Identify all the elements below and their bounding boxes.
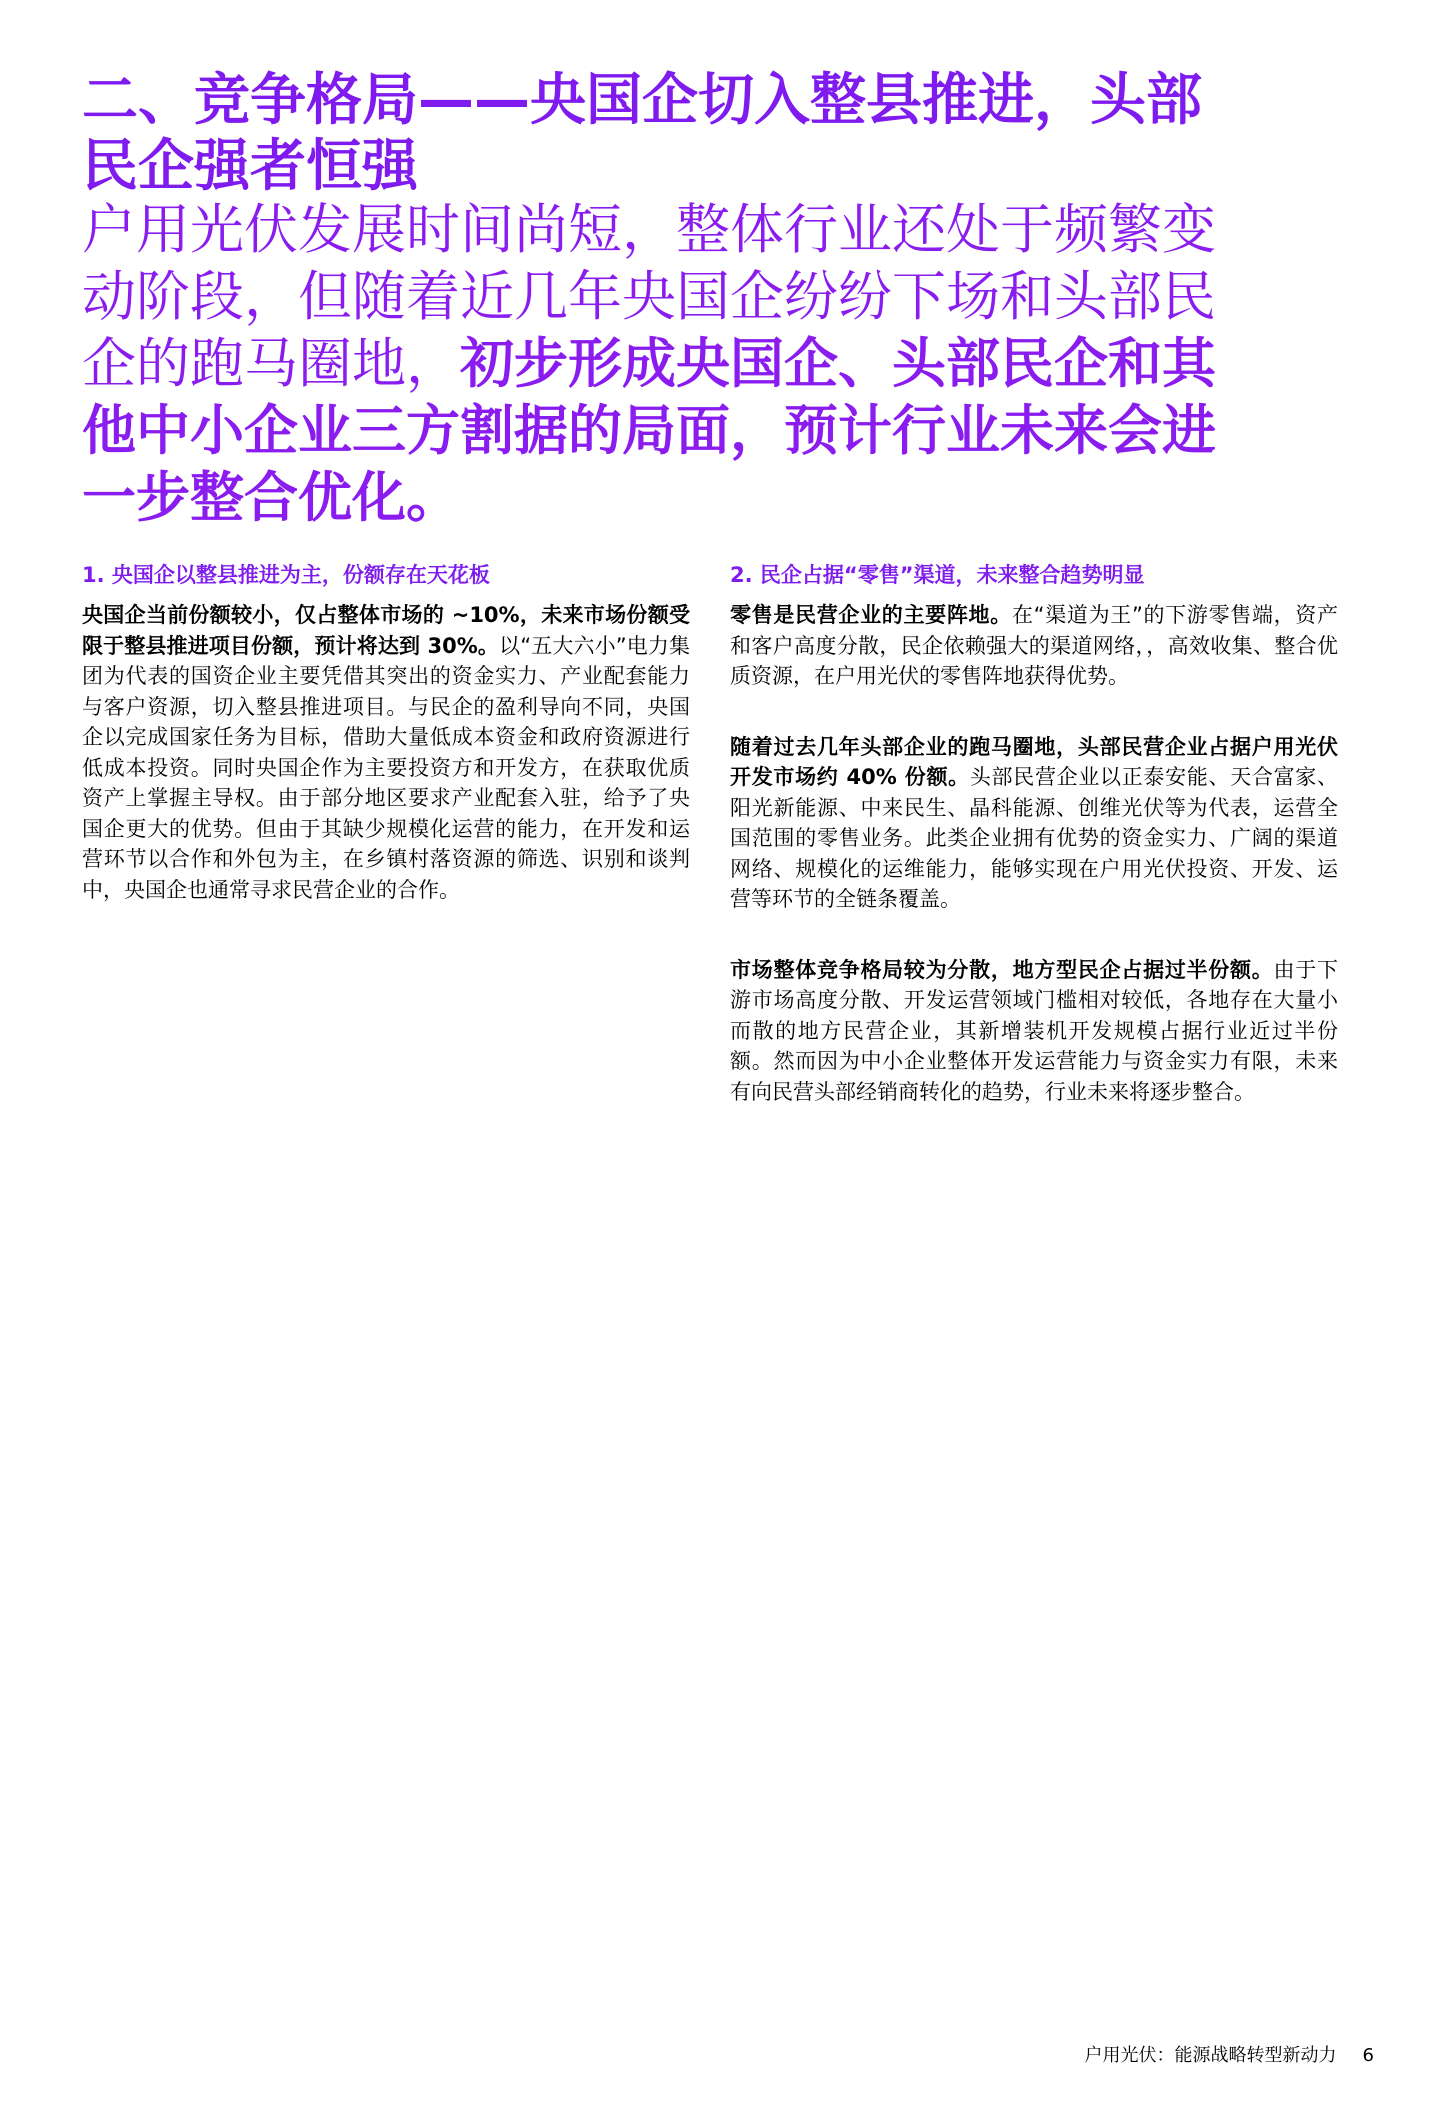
section-2-p3-body-text: 由于下游市场高度分散、开发运营领域门槛相对较低，各地存在大量小而散的地方民营企业，其新增装机开发规模占据行业近过半份额。然而因为中小企业整体开发运营能力与资金实力有限，未来有向民营头部经销商转化的趋势，行业未来将逐步整合。 bbox=[730, 957, 1339, 1104]
section-2-heading: 2. 民企占据“零售”渠道，未来整合趋势明显 bbox=[730, 563, 1145, 587]
right-column bbox=[730, 560, 1338, 1147]
section-1-paragraph bbox=[82, 600, 690, 905]
page-footer bbox=[1085, 2044, 1374, 2068]
lead-bold-text: 初步形成央国企、头部民企和其他中小企业三方割据的局面，预计行业未来会进一步整合优化。 bbox=[82, 332, 1216, 529]
section-2-paragraph-1 bbox=[730, 600, 1338, 692]
section-1-body-text: 以“五大六小”电力集团为代表的国资企业主要凭借其突出的资金实力、产业配套能力与客户资源，切入整县推进项目。与民企的盈利导向不同，央国企以完成国家任务为目标，借助大量低成本资金和政府资源进行低成本投资。同时央国企作为主要投资方和开发方，在获取优质资产上掌握主导权。由于部分地区要求产业配套入驻，给予了央国企更大的优势。但由于其缺少规模化运营的能力，在开发和运营环节以合作和外包为主，在乡镇村落资源的筛选、识别和谈判中，央国企也通常寻求民营企业的合作。 bbox=[82, 633, 690, 902]
page-title: 二、竞争格局——央国企切入整县推进，头部民企强者恒强 bbox=[82, 68, 1202, 199]
section-2-paragraph-3 bbox=[730, 955, 1338, 1108]
lead-normal-text: 户用光伏发展时间尚短，整体行业还处于频繁变动阶段，但随着近几年央国企纷纷下场和头部民企的跑马圈地， bbox=[82, 198, 1216, 395]
section-2-p1-bold-text: 零售是民营企业的主要阵地。 bbox=[730, 603, 1012, 627]
left-column bbox=[82, 560, 690, 945]
section-2-p2-body-text: 头部民营企业以正泰安能、天合富家、阳光新能源、中来民生、晶科能源、创维光伏等为代表，运营全国范围的零售业务。此类企业拥有优势的资金实力、广阔的渠道网络、规模化的运维能力，能够实现在户用光伏投资、开发、运营等环节的全链条覆盖。 bbox=[730, 765, 1339, 911]
footer-doc-title: 户用光伏：能源战略转型新动力 bbox=[1084, 2045, 1337, 2066]
section-1-bold-text: 央国企当前份额较小，仅占整体市场的 ~10%，未来市场份额受限于整县推进项目份额，预计将达到 30%。 bbox=[82, 603, 690, 658]
page-number: 6 bbox=[1362, 2045, 1374, 2066]
section-2-p1-body-text: 在“渠道为王”的下游零售端，资产和客户高度分散，民企依赖强大的渠道网络，，高效收集、整合优质资源，在户用光伏的零售阵地获得优势。 bbox=[730, 603, 1338, 688]
lead-paragraph bbox=[82, 196, 1242, 531]
section-2-paragraph-2 bbox=[730, 732, 1338, 915]
section-2-p3-bold-text: 市场整体竞争格局较为分散，地方型民企占据过半份额。 bbox=[730, 957, 1274, 982]
section-1-heading: 1. 央国企以整县推进为主，份额存在天花板 bbox=[82, 563, 490, 587]
section-2-p2-bold-text: 随着过去几年头部企业的跑马圈地，头部民营企业占据户用光伏开发市场约 40% 份额。 bbox=[730, 734, 1338, 789]
